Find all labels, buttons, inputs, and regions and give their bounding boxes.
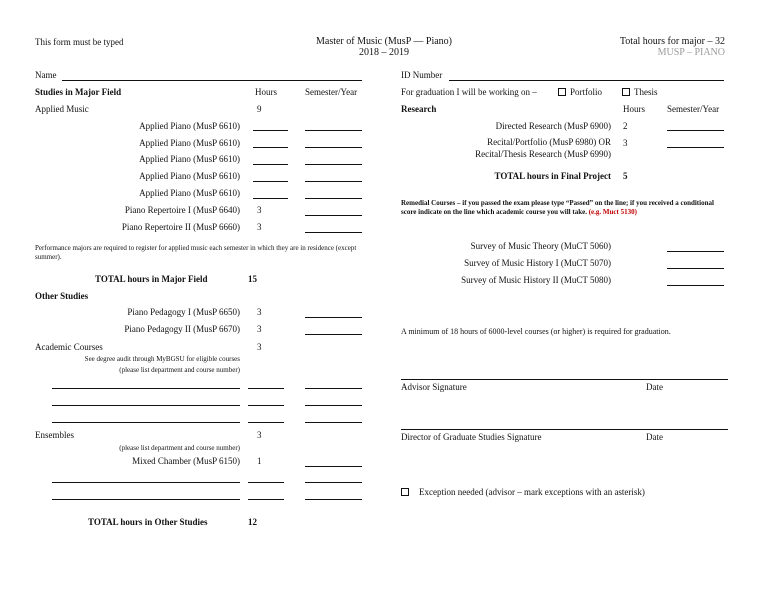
major-course-name: Applied Piano (MusP 6610) (139, 154, 240, 164)
major-course-semester-field[interactable] (305, 164, 362, 165)
major-course-name: Piano Repertoire I (MusP 6640) (124, 205, 240, 215)
name-label: Name (35, 70, 57, 80)
total-other-value: 12 (248, 517, 257, 527)
hours-header: Hours (255, 87, 277, 97)
id-number-label: ID Number (401, 70, 443, 80)
exception-option[interactable] (401, 487, 645, 497)
other-course-hours: 3 (257, 324, 262, 334)
academic-course-field[interactable] (52, 422, 240, 423)
academic-semester-field[interactable] (305, 422, 362, 423)
total-hours-major: Total hours for major – 32 (619, 36, 725, 47)
ensembles-note: (please list department and course number) (119, 444, 240, 452)
academic-hours-field[interactable] (248, 405, 284, 406)
academic-note-audit: See degree audit through MyBGSU for eligible courses (84, 355, 240, 363)
exception-label: Exception needed (advisor – mark exceptions with an asterisk) (419, 487, 645, 497)
remedial-example: (e.g. Muct 5130) (588, 208, 637, 216)
major-course-hours-field[interactable] (253, 130, 288, 131)
other-course-name: Piano Pedagogy I (MusP 6650) (127, 307, 240, 317)
remedial-result-field[interactable] (667, 268, 724, 269)
academic-hours-field[interactable] (248, 422, 284, 423)
advisor-signature-field[interactable] (401, 379, 728, 380)
director-signature-label: Director of Graduate Studies Signature (401, 432, 542, 442)
option-portfolio-label: Portfolio (570, 87, 603, 97)
remedial-result-field[interactable] (667, 251, 724, 252)
remedial-course-name: Survey of Music History I (MuCT 5070) (464, 258, 611, 268)
research-course-hours: 2 (623, 121, 628, 131)
major-course-name: Applied Piano (MusP 6610) (139, 188, 240, 198)
major-course-semester-field[interactable] (305, 147, 362, 148)
research-hours-header: Hours (623, 104, 645, 114)
advisor-signature-label: Advisor Signature (401, 382, 467, 392)
ensemble-course-field[interactable] (52, 482, 240, 483)
total-final-label: TOTAL hours in Final Project (494, 171, 611, 181)
performance-note: Performance majors are required to register for applied music each semester in which they are in residence (except summer). (35, 244, 357, 261)
remedial-result-field[interactable] (667, 285, 724, 286)
major-course-name: Applied Piano (MusP 6610) (139, 171, 240, 181)
academic-semester-field[interactable] (305, 388, 362, 389)
director-date-label: Date (646, 432, 663, 442)
ensembles-label: Ensembles (35, 430, 74, 440)
major-course-semester-field[interactable] (305, 198, 362, 199)
research-heading: Research (401, 104, 437, 114)
other-course-name: Piano Pedagogy II (MusP 6670) (124, 324, 240, 334)
ensemble-course-hours: 1 (257, 456, 262, 466)
major-course-semester-field[interactable] (305, 181, 362, 182)
ensembles-hours: 3 (257, 430, 262, 440)
ensemble-hours-field[interactable] (248, 482, 284, 483)
major-course-name: Applied Piano (MusP 6610) (139, 138, 240, 148)
id-number-field[interactable] (449, 80, 724, 81)
portfolio-checkbox-icon[interactable] (558, 88, 566, 96)
major-course-name: Applied Piano (MusP 6610) (139, 121, 240, 131)
research-course-name-line2: Recital/Thesis Research (MusP 6990) (475, 149, 611, 159)
option-thesis-label: Thesis (634, 87, 658, 97)
other-course-semester-field[interactable] (305, 317, 362, 318)
research-course-hours: 3 (623, 138, 628, 148)
graduation-label: For graduation I will be working on – (401, 87, 537, 97)
research-course-name: Directed Research (MusP 6900) (495, 121, 611, 131)
director-signature-field[interactable] (401, 429, 728, 430)
typed-note: This form must be typed (35, 37, 124, 47)
academic-semester-field[interactable] (305, 405, 362, 406)
major-course-semester-field[interactable] (305, 130, 362, 131)
research-semester-field[interactable] (667, 130, 724, 131)
program-year: 2018 – 2019 (359, 47, 409, 58)
ensemble-semester-field[interactable] (305, 466, 362, 467)
remedial-note-text: Remedial Courses – if you passed the exam please type “Passed” on the line; if you received a conditional score indicate on the line which academic course you will take. (401, 199, 714, 216)
semester-header: Semester/Year (305, 87, 358, 97)
program-title: Master of Music (MusP — Piano) (315, 36, 452, 47)
remedial-note (401, 199, 731, 217)
major-course-hours-field[interactable] (253, 181, 288, 182)
minimum-hours-note: A minimum of 18 hours of 6000-level courses (or higher) is required for graduation. (401, 327, 671, 336)
advisor-date-label: Date (646, 382, 663, 392)
major-course-hours-field[interactable] (253, 147, 288, 148)
total-major-value: 15 (248, 274, 257, 284)
ensemble-hours-field[interactable] (248, 499, 284, 500)
major-course-hours: 3 (257, 205, 262, 215)
major-course-hours-field[interactable] (253, 164, 288, 165)
academic-course-field[interactable] (52, 405, 240, 406)
option-portfolio[interactable] (558, 87, 602, 97)
major-field-heading: Studies in Major Field (35, 87, 122, 97)
major-course-hours: 3 (257, 222, 262, 232)
option-thesis[interactable] (622, 87, 658, 97)
academic-course-field[interactable] (52, 388, 240, 389)
academic-hours-field[interactable] (248, 388, 284, 389)
major-course-name: Piano Repertoire II (MusP 6660) (121, 222, 240, 232)
research-semester-field[interactable] (667, 147, 724, 148)
remedial-course-name: Survey of Music History II (MuCT 5080) (461, 275, 611, 285)
total-final-value: 5 (623, 171, 628, 181)
remedial-course-name: Survey of Music Theory (MuCT 5060) (470, 241, 611, 251)
research-course-name-line1: Recital/Portfolio (MusP 6980) OR (487, 137, 611, 147)
program-code: MUSP – PIANO (657, 47, 725, 58)
major-course-semester-field[interactable] (305, 215, 362, 216)
ensemble-semester-field[interactable] (305, 499, 362, 500)
academic-note-list: (please list department and course number) (119, 366, 240, 374)
exception-checkbox-icon[interactable] (401, 488, 409, 496)
other-course-semester-field[interactable] (305, 334, 362, 335)
ensemble-semester-field[interactable] (305, 482, 362, 483)
academic-courses-label: Academic Courses (35, 342, 103, 352)
other-studies-heading: Other Studies (35, 291, 89, 301)
name-field[interactable] (62, 80, 362, 81)
thesis-checkbox-icon[interactable] (622, 88, 630, 96)
applied-music-hours: 9 (257, 104, 262, 114)
major-course-hours-field[interactable] (253, 198, 288, 199)
applied-music-label: Applied Music (35, 104, 89, 114)
other-course-hours: 3 (257, 307, 262, 317)
total-major-label: TOTAL hours in Major Field (95, 274, 208, 284)
academic-courses-hours: 3 (257, 342, 262, 352)
major-course-semester-field[interactable] (305, 232, 362, 233)
ensemble-course-name: Mixed Chamber (MusP 6150) (132, 456, 240, 466)
ensemble-course-field[interactable] (52, 499, 240, 500)
research-semester-header: Semester/Year (667, 104, 720, 114)
total-other-label: TOTAL hours in Other Studies (88, 517, 208, 527)
